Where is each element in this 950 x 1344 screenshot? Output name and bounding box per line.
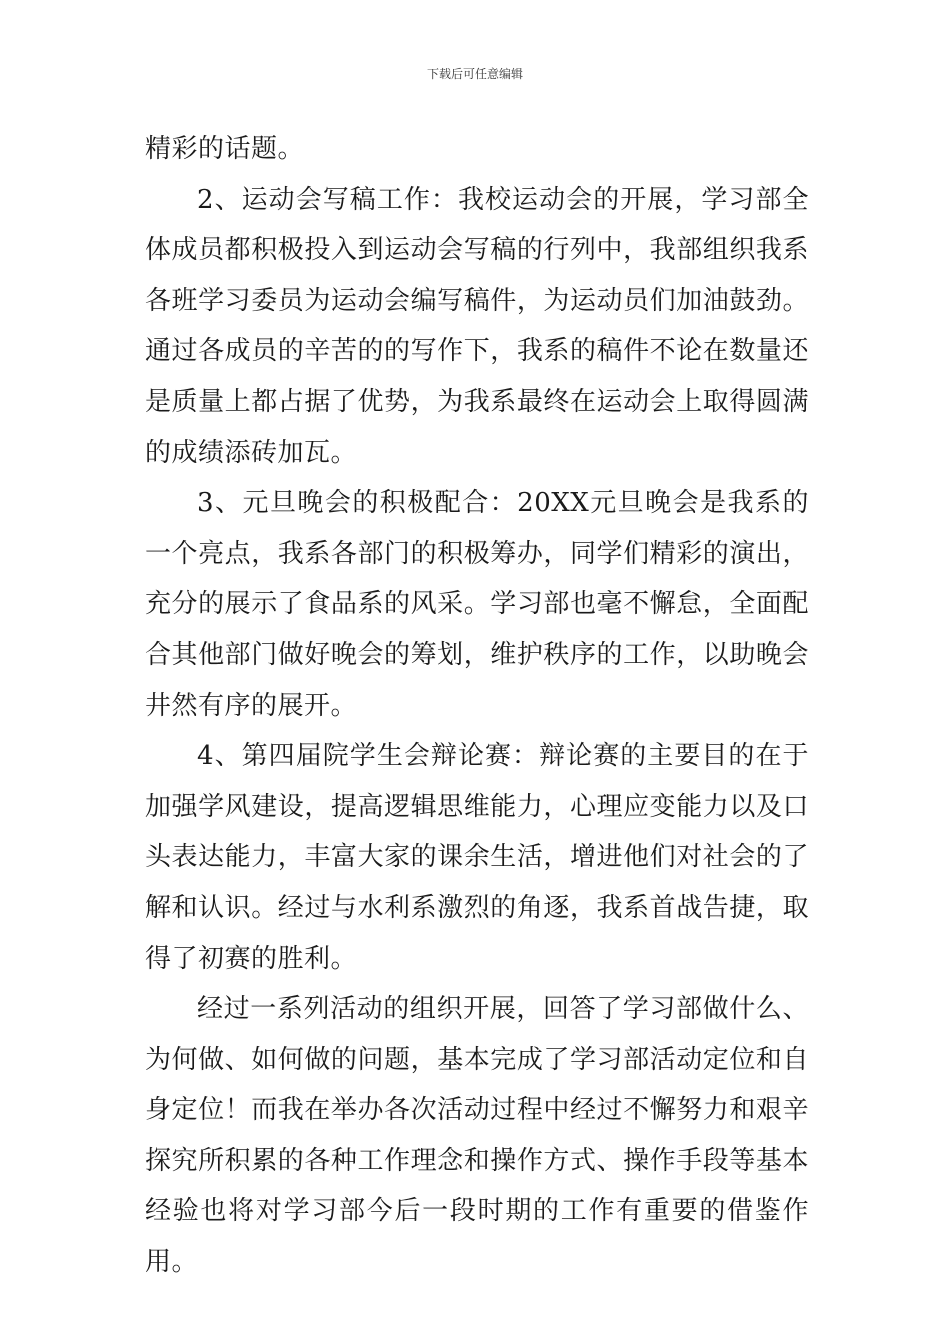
document-body (145, 124, 809, 1288)
paragraph-continuation: 精彩的话题。 (145, 134, 305, 164)
paragraph-debate: 4、第四届院学生会辩论赛：辩论赛的主要目的在于加强学风建设，提高逻辑思维能力，心理应变能力以及口头表达能力，丰富大家的课余生活，增进他们对社会的了解和认识。经过与水利系激烈的角逐，我系首战告捷，取得了初赛的胜利。 (145, 741, 809, 974)
page-header: 下载后可任意编辑 (426, 67, 523, 81)
paragraph-summary: 经过一系列活动的组织开展，回答了学习部做什么、为何做、如何做的问题，基本完成了学习部活动定位和自身定位！而我在举办各次活动过程中经过不懈努力和艰辛探究所积累的各种工作理念和操作方式、操作手段等基本经验也将对学习部今后一段时期的工作有重要的借鉴作用。 (145, 994, 809, 1278)
paragraph-new-year-gala: 3、元旦晚会的积极配合：20XX元旦晚会是我系的一个亮点，我系各部门的积极筹办，同学们精彩的演出，充分的展示了食品系的风采。学习部也毫不懈怠，全面配合其他部门做好晚会的筹划，维护秩序的工作，以助晚会井然有序的展开。 (145, 488, 809, 721)
paragraph-sports-meet: 2、运动会写稿工作：我校运动会的开展，学习部全体成员都积极投入到运动会写稿的行列中，我部组织我系各班学习委员为运动会编写稿件，为运动员们加油鼓劲。通过各成员的辛苦的的写作下，我系的稿件不论在数量还是质量上都占据了优势，为我系最终在运动会上取得圆满的成绩添砖加瓦。 (145, 184, 809, 468)
